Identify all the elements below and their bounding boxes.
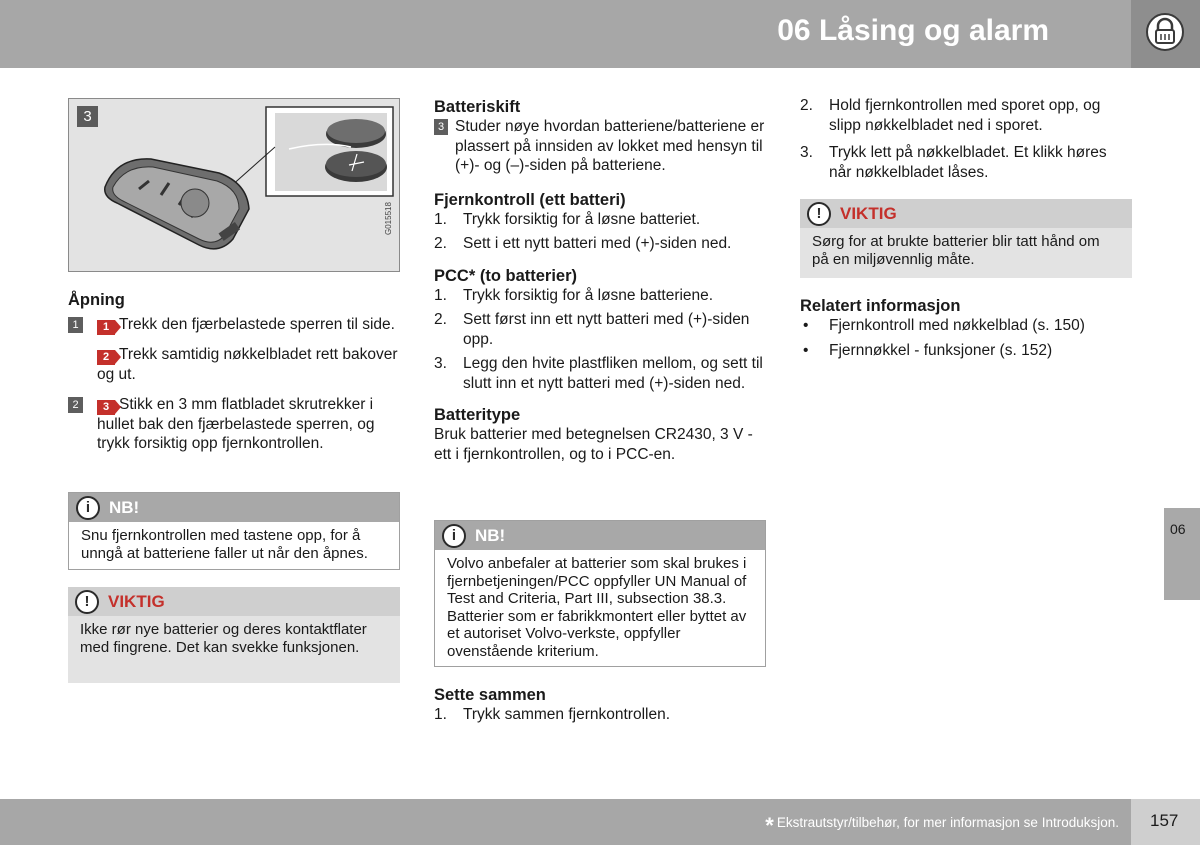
nb-notice-middle-title: NB!: [475, 526, 506, 545]
list-item: 2. Hold fjernkontrollen med sporet opp, og slipp nøkkelbladet ned i sporet.: [800, 97, 1101, 134]
footnote-text: Ekstrautstyr/tilbehør, for mer informasjon se Introduksjon.: [776, 815, 1119, 830]
viktig-notice-right-text: Sørg for at brukte batterier blir tatt hånd om på en miljøvennlig måte.: [812, 233, 1100, 268]
step-1b-text: Trekk samtidig nøkkelbladet rett bakover og ut.: [97, 346, 398, 383]
heading-sette-sammen: Sette sammen: [434, 686, 546, 704]
related-info-section: [800, 296, 1132, 360]
nb-notice-middle-text: Volvo anbefaler at batterier som skal brukes i fjernbetjeningen/PCC oppfyller UN Manual of Test and Criteria, Part III, subsection 38.3. Batterier som er fabrikkmontert eller byttet av et autoriset Volvo-verkste, oppfyller ovenstående kriterium.: [447, 555, 747, 660]
related-link[interactable]: • Fjernnøkkel - funksjoner (s. 152): [803, 341, 1053, 359]
nb-notice-left-text: Snu fjernkontrollen med tastene opp, for å unngå at batteriene faller ut når den åpnes.: [81, 527, 368, 562]
batteriskift-step: [434, 117, 766, 176]
viktig-notice-left-title: VIKTIG: [108, 592, 165, 611]
nb-notice-middle: [434, 520, 766, 667]
batteriskift-badge: 3: [434, 119, 448, 135]
info-icon: i: [76, 496, 100, 520]
heading-relatert: Relatert informasjon: [800, 297, 961, 315]
page-number: 157: [1150, 811, 1179, 830]
page-number-box: [1131, 799, 1200, 845]
batteriskift-text: Studer nøye hvordan batteriene/batteriene er plassert på innsiden av lokket med hensyn til (+)- og (–)-siden på batteriene.: [455, 118, 765, 174]
viktig-notice-right-bar: [800, 199, 1132, 228]
viktig-notice-right: [800, 199, 1132, 278]
list-item: 1. Trykk forsiktig for å løsne batteriet.: [434, 210, 701, 228]
figure-number-badge: 3: [77, 106, 98, 127]
list-item: 3. Legg den hvite plastfliken mellom, og sett til slutt inn et nytt batteri med (+)-siden ned.: [434, 355, 763, 392]
chapter-title: 06 Låsing og alarm: [777, 14, 1049, 47]
warning-icon: !: [807, 202, 831, 226]
heading-batteriskift: Batteriskift: [434, 98, 521, 116]
callout-2-badge: 2: [97, 350, 115, 365]
step-2-badge: 2: [68, 397, 83, 413]
footnote: [765, 813, 1119, 839]
related-link[interactable]: • Fjernkontroll med nøkkelblad (s. 150): [803, 317, 1085, 334]
heading-batteritype: Batteritype: [434, 406, 521, 424]
nb-notice-left-bar: [69, 493, 399, 522]
chapter-side-tab[interactable]: 06: [1164, 508, 1200, 600]
batteritype-text: Bruk batterier med betegnelsen CR2430, 3 V - ett i fjernkontrollen, og to i PCC-en.: [434, 426, 753, 463]
step-2: [68, 395, 400, 454]
heading-apning: Åpning: [68, 291, 125, 309]
heading-fjernkontroll: Fjernkontroll (ett batteri): [434, 190, 626, 209]
nb-notice-left-title: NB!: [109, 498, 140, 517]
callout-3-badge: 3: [97, 400, 115, 415]
step-2-text: Stikk en 3 mm flatbladet skrutrekker i hullet bak den fjærbelastede sperren, og trykk forsiktig opp fjernkontrollen.: [97, 395, 375, 452]
chapter-icon-box: [1131, 0, 1200, 68]
list-item: 2. Sett først inn ett nytt batteri med (+)-siden opp.: [434, 311, 750, 348]
viktig-notice-left-text: Ikke rør nye batterier og deres kontaktflater med fingrene. Det kan svekke funksjonen.: [80, 621, 367, 656]
asterisk: *: [765, 813, 774, 838]
page-footer: [0, 799, 1131, 845]
lock-icon: [1145, 12, 1185, 52]
callout-1-badge: 1: [97, 320, 115, 335]
nb-notice-middle-bar: [435, 521, 765, 550]
list-item: 2. Sett i ett nytt batteri med (+)-siden ned.: [434, 235, 732, 252]
figure-code: G015518: [384, 202, 393, 235]
nb-notice-left: [68, 492, 400, 570]
step-1-badge: 1: [68, 317, 83, 333]
viktig-notice-left: [68, 587, 400, 683]
step-1: [68, 315, 400, 385]
warning-icon: !: [75, 590, 99, 614]
list-item: 3. Trykk lett på nøkkelbladet. Et klikk høres når nøkkelbladet låses.: [800, 144, 1107, 181]
heading-pcc: PCC* (to batterier): [434, 266, 578, 285]
right-column: [800, 96, 1132, 182]
viktig-notice-left-bar: [68, 587, 400, 616]
viktig-notice-right-title: VIKTIG: [840, 204, 897, 223]
left-column: [68, 290, 400, 454]
battery-illustration: [68, 98, 400, 272]
middle-column: [434, 97, 766, 464]
list-item: 1. Trykk sammen fjernkontrollen.: [434, 706, 671, 723]
list-item: 1. Trykk forsiktig for å løsne batteriene.: [434, 286, 714, 304]
step-1a-text: Trekk den fjærbelastede sperren til side.: [119, 316, 395, 333]
remote-key-drawing: [69, 99, 399, 271]
sette-sammen-section: [434, 685, 766, 725]
page-header: [0, 0, 1131, 68]
info-icon: i: [442, 524, 466, 548]
